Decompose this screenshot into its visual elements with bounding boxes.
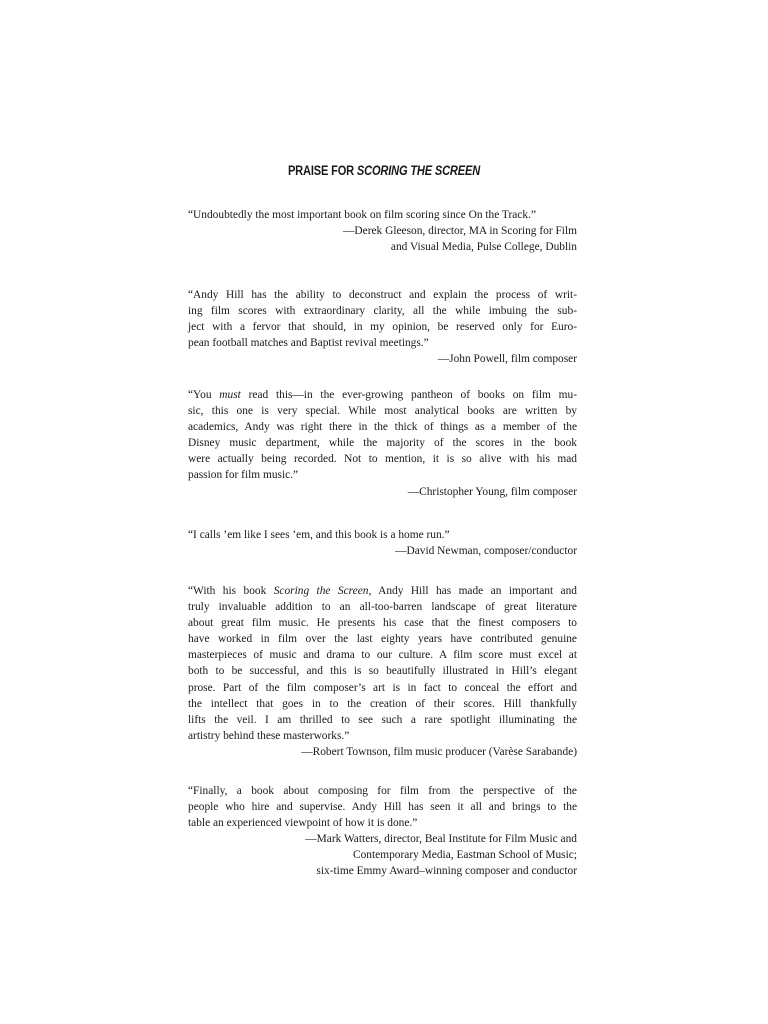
- quote-david-newman: [188, 527, 577, 559]
- quote-line: “Finally, a book about composing for film from the perspective of the: [188, 785, 577, 797]
- page-title-book: SCORING THE SCREEN: [356, 163, 481, 178]
- quote-text: [188, 207, 577, 223]
- quote-attribution: [188, 484, 577, 500]
- page-title: [69, 163, 699, 178]
- quote-line: ing film scores with extraordinary clarity, all the while imbuing the sub-: [188, 305, 577, 318]
- quote-line: sic, this one is very special. While most analytical books are written by: [188, 405, 577, 418]
- quote-line: lifts the veil. I am thrilled to see such a rare spotlight illuminating the: [188, 713, 577, 726]
- quote-john-powell: [188, 287, 577, 367]
- attribution-line: Contemporary Media, Eastman School of Music;: [353, 849, 577, 862]
- quote-mark-watters: [188, 783, 577, 880]
- quote-line: Disney music department, while the majority of the scores in the book: [188, 437, 577, 450]
- quote-line: masterpieces of music and drama to our culture. A film score must excel at: [188, 649, 577, 662]
- quote-fragment: “With his book: [188, 585, 274, 597]
- attribution-line: —Mark Watters, director, Beal Institute for Film Music and: [305, 833, 577, 846]
- quote-fragment: , Andy Hill has made an important and: [368, 585, 577, 597]
- attribution-line: —Derek Gleeson, director, MA in Scoring for Film: [343, 225, 577, 238]
- quote-attribution: [188, 831, 577, 879]
- quote-line: ject with a fervor that should, in my opinion, be reserved only for Euro-: [188, 321, 577, 334]
- quote-attribution: [188, 543, 577, 559]
- quote-fragment: read this—in the ever-growing pantheon of books on film mu-: [240, 389, 577, 401]
- quote-line: artistry behind these masterworks.”: [188, 729, 350, 742]
- quote-line: were actually being recorded. Not to mention, it is so alive with his mad: [188, 453, 577, 466]
- quote-line: academics, Andy was right there in the thick of things as a member of the: [188, 421, 577, 434]
- quote-text: [188, 583, 577, 744]
- quote-line: both to be successful, and this is so beautifully illustrated in Hill’s elegant: [188, 665, 577, 678]
- quote-derek-gleeson: [188, 207, 577, 255]
- quote-attribution: [188, 223, 577, 255]
- quote-line: passion for film music.”: [188, 469, 299, 482]
- quote-line: “I calls ’em like I sees ’em, and this book is a home run.”: [188, 529, 450, 541]
- quote-attribution: [188, 744, 577, 760]
- quote-fragment: “You: [188, 389, 220, 401]
- quote-line: prose. Part of the film composer’s art is in fact to conceal the effort and: [188, 681, 577, 694]
- attribution-line: —Robert Townson, film music producer (Varèse Sarabande): [301, 745, 577, 758]
- quote-line: people who hire and supervise. Andy Hill has seen it all and brings to the: [188, 801, 577, 814]
- quote-attribution: [188, 351, 577, 367]
- quote-line: about great film music. He presents his case that the finest composers to: [188, 617, 577, 630]
- quote-text: [188, 387, 577, 484]
- quote-christopher-young: [188, 387, 577, 500]
- quote-emphasis: must: [219, 389, 241, 401]
- quote-emphasis: Scoring the Screen: [273, 585, 369, 597]
- attribution-line: —David Newman, composer/conductor: [395, 545, 577, 558]
- quote-text: [188, 783, 577, 831]
- quote-line: have worked in film over the last eighty years have contributed genuine: [188, 633, 577, 646]
- page-title-prefix: PRAISE FOR: [287, 163, 357, 178]
- attribution-line: six-time Emmy Award–winning composer and conductor: [316, 865, 577, 878]
- attribution-line: —John Powell, film composer: [437, 353, 577, 366]
- quote-line: “Andy Hill has the ability to deconstruct and explain the process of writ-: [188, 289, 577, 301]
- attribution-line: —Christopher Young, film composer: [407, 485, 577, 498]
- quote-line: the intellect that goes in to the creation of their scores. Hill thankfully: [188, 697, 577, 710]
- quote-line: table an experienced viewpoint of how it is done.”: [188, 817, 418, 830]
- quote-line: truly invaluable addition to an all-too-barren landscape of great literature: [188, 601, 577, 614]
- quote-text: [188, 287, 577, 351]
- quote-line: [188, 387, 577, 403]
- quote-line: pean football matches and Baptist revival meetings.”: [188, 337, 429, 350]
- quote-text: [188, 527, 577, 543]
- quote-line: [188, 583, 577, 599]
- attribution-line: and Visual Media, Pulse College, Dublin: [390, 241, 577, 254]
- quote-line: “Undoubtedly the most important book on film scoring since On the Track.”: [188, 209, 536, 221]
- quote-robert-townson: [188, 583, 577, 760]
